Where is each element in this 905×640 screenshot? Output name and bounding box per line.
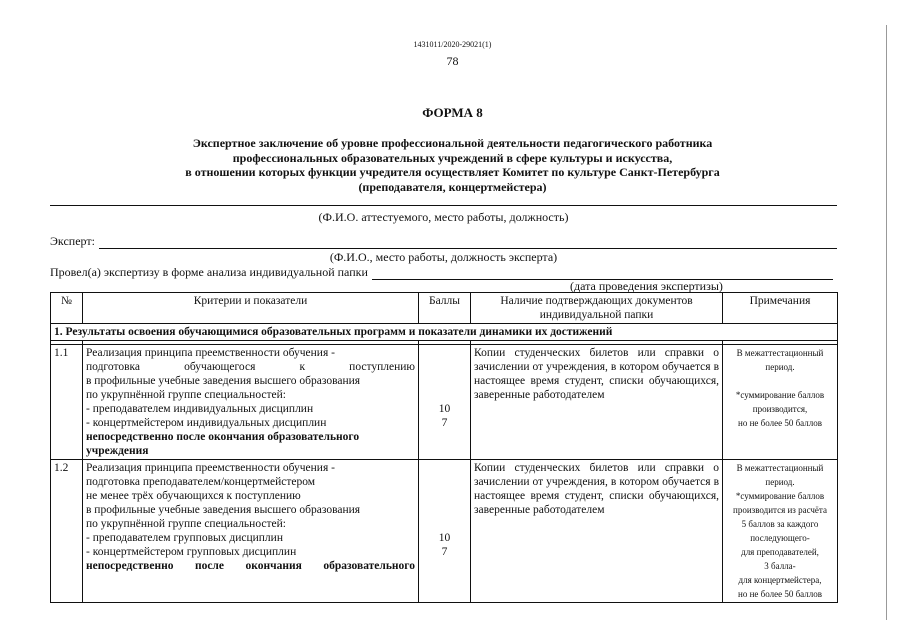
row-docs: Копии студенческих билетов или справки о зачислении от учреждения, в котором обучается в настоящее время студент, списки обучающихся, заверенные работодателем [471,345,723,460]
document-id: 1431011/2020-29021(1) [413,40,492,49]
note-line: *суммирование баллов [735,390,825,400]
header-docs-line: Наличие подтверждающих документов [500,295,693,307]
criteria-line: подготовка обучающегося к поступлению [86,361,415,373]
date-caption: (дата проведения экспертизы) [570,279,723,293]
subtitle-line: (преподавателя, концертмейстера) [358,179,547,194]
row-num: 1.2 [51,460,83,603]
page-edge-line [886,25,887,620]
criteria-line: по укрупнённой группе специальностей: [86,389,286,401]
row-notes [723,460,838,603]
row-docs: Копии студенческих билетов или справки о зачислении от учреждения, в котором обучается в настоящее время студент, списки обучающихся, заверенные работодателем [471,460,723,603]
note-line: для концертмейстера, [738,575,822,585]
table-header-row [51,293,838,324]
criteria-line: - преподавателем групповых дисциплин [86,532,283,544]
subtitle-line: профессиональных образовательных учреждений в сфере культуры и искусства, [232,150,673,165]
note-line: но не более 50 баллов [738,589,822,599]
note-line: период. [765,477,795,487]
note-line: производится из расчёта [733,505,827,515]
section-row [51,324,838,341]
criteria-line: не менее трёх обучающихся к поступлению [86,490,301,502]
note-line: период. [765,362,795,372]
note-line: В межаттестационный [736,348,824,358]
row-num: 1.1 [51,345,83,460]
criteria-line: - концертмейстером индивидуальных дисциплин [86,417,327,429]
header-score: Баллы [419,293,471,324]
expert-label: Эксперт: [50,234,95,248]
criteria-line: - концертмейстером групповых дисциплин [86,546,297,558]
criteria-line: в профильные учебные заведения высшего образования [86,375,361,387]
criteria-line: Реализация принципа преемственности обучения - [86,462,335,474]
note-line: но не более 50 баллов [738,418,822,428]
header-notes: Примечания [723,293,838,324]
criteria-line: непосредственно после окончания образовательного [86,560,415,572]
subtitle-line: в отношении которых функции учредителя осуществляет Комитет по культуре Санкт-Петербурга [185,165,720,179]
expert-row [50,233,837,249]
table-row [51,460,838,603]
expert-caption: (Ф.И.О., место работы, должность эксперта) [329,250,558,264]
note-line: 3 балла- [764,561,796,571]
subtitle-line: Экспертное заключение об уровне профессиональной деятельности педагогического работника [192,136,713,150]
attested-fill-line[interactable] [50,205,837,206]
criteria-line: непосредственно после окончания образовательного [86,431,360,443]
criteria-line: - преподавателем индивидуальных дисциплин [86,403,314,415]
criteria-line: Реализация принципа преемственности обучения - [86,347,335,359]
row-score [419,345,471,460]
table-row [51,345,838,460]
expert-fill-line[interactable] [99,236,837,249]
header-docs [471,293,723,324]
score-value: 7 [441,546,448,558]
header-criteria: Критерии и показатели [83,293,419,324]
note-line: В межаттестационный [736,463,824,473]
criteria-line: по укрупнённой группе специальностей: [86,518,286,530]
row-criteria [83,345,419,460]
criteria-line: учреждения [86,445,149,457]
criteria-table [50,292,838,603]
row-score [419,460,471,603]
note-line: *суммирование баллов [735,491,825,501]
attested-caption: (Ф.И.О. аттестуемого, место работы, должность) [318,210,569,224]
conducted-row [50,264,833,280]
note-line [726,374,834,388]
note-line: производится, [752,404,808,414]
page-number: 78 [446,54,459,68]
criteria-line: в профильные учебные заведения высшего образования [86,504,361,516]
row-criteria [83,460,419,603]
form-subtitle [100,136,805,194]
note-line: для преподавателей, [741,547,819,557]
header-docs-line: индивидуальной папки [539,309,654,321]
criteria-line: подготовка преподавателем/концертмейстером [86,476,316,488]
note-line: 5 баллов за каждого [741,519,819,529]
note-line: последующего- [750,533,810,543]
row-notes [723,345,838,460]
score-value: 7 [441,417,448,429]
score-value: 10 [438,403,451,415]
header-num: № [51,293,83,324]
conducted-label: Провел(а) экспертизу в форме анализа индивидуальной папки [50,265,368,279]
score-value: 10 [438,532,451,544]
section-title: 1. Результаты освоения обучающимися образовательных программ и показатели динамики их достижений [51,324,838,341]
form-title: ФОРМА 8 [422,105,483,120]
